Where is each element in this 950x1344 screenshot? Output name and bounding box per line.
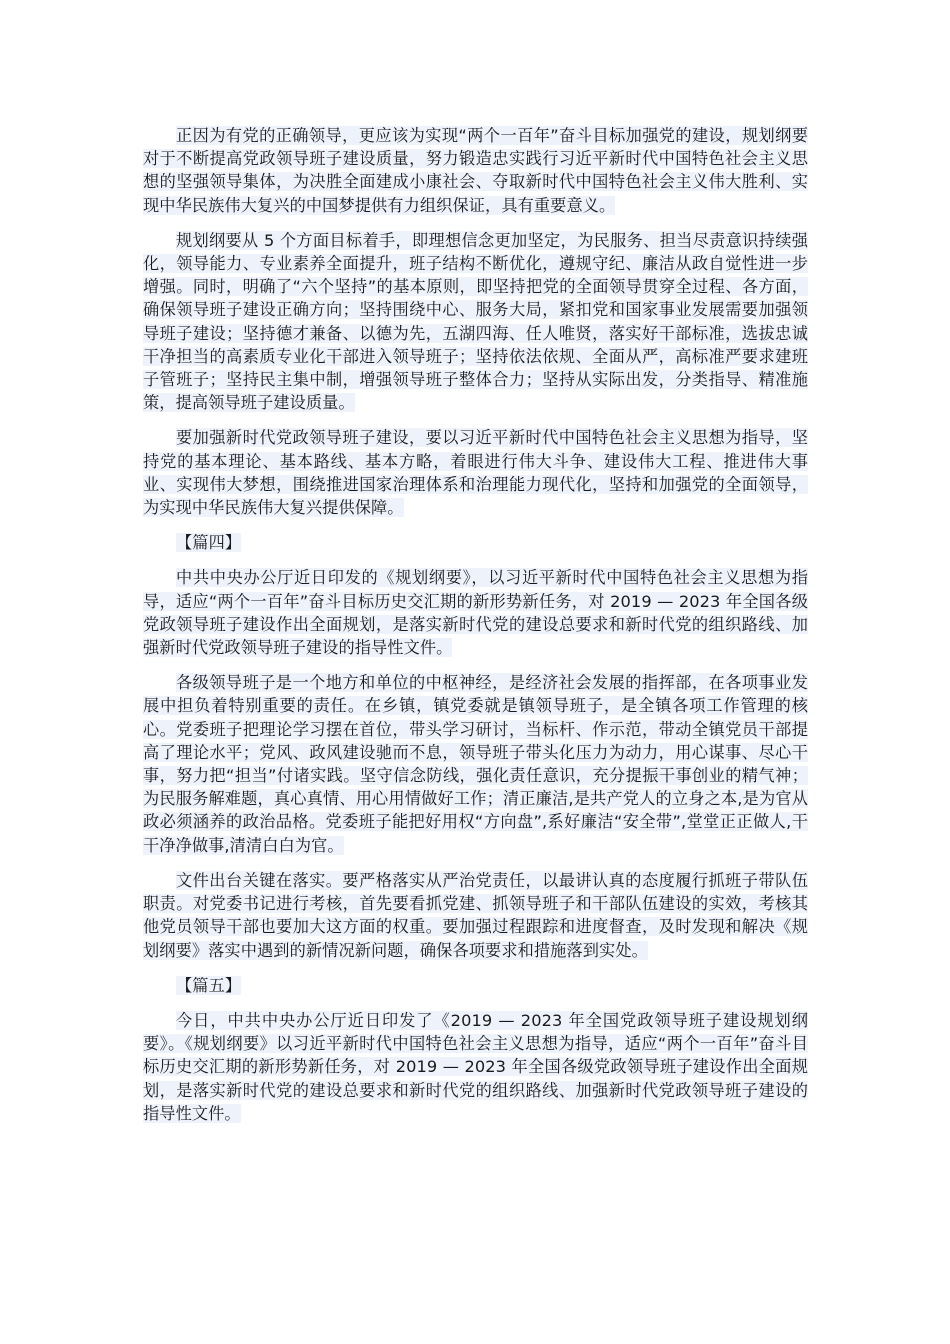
paragraph-text: 要加强新时代党政领导班子建设，要以习近平新时代中国特色社会主义思想为指导，坚持党的基本理论、基本路线、基本方略，着眼进行伟大斗争、建设伟大工程、推进伟大事业、实现伟大梦想，围绕推进国家治理体系和治理能力现代化，坚持和加强党的全面领导，为实现中华民族伟大复兴提供保障。 [143, 428, 808, 518]
paragraph-text: 今日，中共中央办公厅近日印发了《2019 — 2023 年全国党政领导班子建设规划纲要》。《规划纲要》以习近平新时代中国特色社会主义思想为指导，适应“两个一百年”奋斗目标历史交汇期的新形势新任务，对 2019 — 2023 年全国各级党政领导班子建设作出全面规划，是落实新时代党的建设总要求和新时代党的组织路线、加强新时代党政领导班子建设的指导性文件。 [143, 1010, 808, 1123]
heading-text: 【篇五】 [176, 975, 242, 995]
paragraph-2 [143, 229, 808, 415]
paragraph-text: 文件出台关键在落实。要严格落实从严治党责任，以最讲认真的态度履行抓班子带队伍职责。对党委书记进行考核，首先要看抓党建、抓领导班子和干部队伍建设的实效，考核其他党员领导干部也要加大这方面的权重。要加强过程跟踪和进度督查，及时发现和解决《规划纲要》落实中遇到的新情况新问题，确保各项要求和措施落到实处。 [143, 870, 808, 960]
paragraph-3 [143, 426, 808, 519]
paragraph-4 [143, 566, 808, 659]
paragraph-6 [143, 869, 808, 962]
paragraph-text: 各级领导班子是一个地方和单位的中枢神经，是经济社会发展的指挥部，在各项事业发展中担负着特别重要的责任。在乡镇，镇党委就是镇领导班子，是全镇各项工作管理的核心。党委班子把理论学习摆在首位，带头学习研讨，当标杆、作示范，带动全镇党员干部提高了理论水平；党风、政风建设驰而不息，领导班子带头化压力为动力，用心谋事、尽心干事，努力把“担当”付诸实践。坚守信念防线，强化责任意识，充分提振干事创业的精气神；为民服务解难题，真心真情、用心用情做好工作；清正廉洁,是共产党人的立身之本,是为官从政必须涵养的政治品格。党委班子能把好用权“方向盘”,系好廉洁“安全带”,堂堂正正做人,干干净净做事,清清白白为官。 [143, 673, 808, 855]
document-body [143, 124, 808, 1137]
paragraph-1 [143, 124, 808, 217]
paragraph-text: 中共中央办公厅近日印发的《规划纲要》，以习近平新时代中国特色社会主义思想为指导，适应“两个一百年”奋斗目标历史交汇期的新形势新任务，对 2019 — 2023 年全国各级党政领导班子建设作出全面规划，是落实新时代党的建设总要求和新时代党的组织路线、加强新时代党政领导班子建设的指导性文件。 [143, 568, 808, 658]
paragraph-text: 规划纲要从 5 个方面目标着手，即理想信念更加坚定，为民服务、担当尽责意识持续强化，领导能力、专业素养全面提升，班子结构不断优化，遵规守纪、廉洁从政自觉性进一步增强。同时，明确了“六个坚持”的基本原则，即坚持把党的全面领导贯穿全过程、各方面，确保领导班子建设正确方向；坚持围绕中心、服务大局，紧扣党和国家事业发展需要加强领导班子建设；坚持德才兼备、以德为先，五湖四海、任人唯贤，落实好干部标准，选拔忠诚干净担当的高素质专业化干部进入领导班子；坚持依法依规、全面从严，高标准严要求建班子管班子；坚持民主集中制，增强领导班子整体合力；坚持从实际出发，分类指导、精准施策，提高领导班子建设质量。 [143, 230, 808, 413]
paragraph-5 [143, 671, 808, 857]
heading-text: 【篇四】 [176, 533, 242, 553]
section-heading-4 [143, 531, 808, 554]
section-heading-5 [143, 974, 808, 997]
paragraph-7 [143, 1009, 808, 1125]
paragraph-text: 正因为有党的正确领导，更应该为实现“两个一百年”奋斗目标加强党的建设，规划纲要对于不断提高党政领导班子建设质量，努力锻造忠实践行习近平新时代中国特色社会主义思想的坚强领导集体，为决胜全面建成小康社会、夺取新时代中国特色社会主义伟大胜利、实现中华民族伟大复兴的中国梦提供有力组织保证，具有重要意义。 [143, 126, 808, 215]
